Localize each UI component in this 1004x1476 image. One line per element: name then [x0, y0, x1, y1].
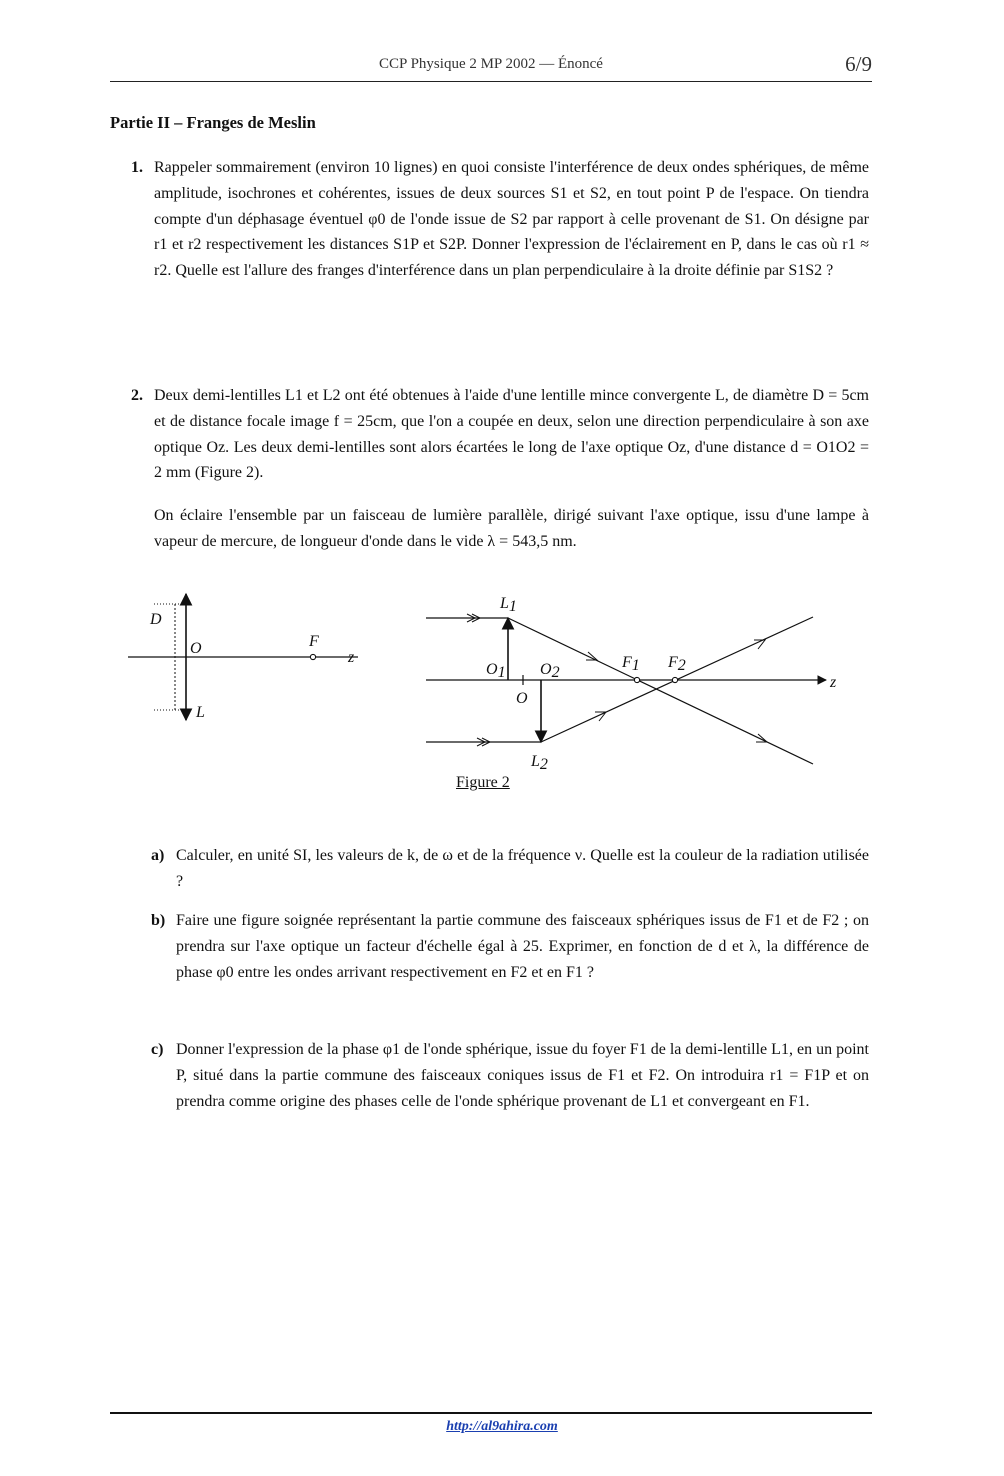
label-F1: F1 — [622, 654, 640, 674]
page-header — [110, 54, 872, 80]
figure-2 — [120, 584, 860, 804]
question-2-paragraph-1: Deux demi-lentilles L1 et L2 ont été obtenues à l'aide d'une lentille mince convergente L, de diamètre D = 5cm et de distance focale image f = 25cm, que l'on a coupée en deux, selon une direction perpendiculaire à son axe optique Oz. Les deux demi-lentilles sont alors écartées le long de l'axe optique Oz, d'une distance d = O1O2 = 2 mm (Figure 2). — [154, 387, 869, 482]
figure-caption: Figure 2 — [456, 774, 510, 791]
question-1-text: Rappeler sommairement (environ 10 lignes) en quoi consiste l'interférence de deux ondes sphériques, de même amplitude, isochrones et cohérentes, issues de deux sources S1 et S2, en tout point P de l'espace. On tiendra compte d'un déphasage éventuel φ0 de l'onde issue de S2 par rapport à celle provenant de S1. On désigne par r1 et r2 respectivement les distances S1P et S2P. Donner l'expression de l'éclairement en P, dans le cas où r1 ≈ r2. Quelle est l'allure des franges d'interférence dans un plan perpendiculaire à la droite définie par S1S2 ? — [154, 159, 869, 280]
question-2 — [131, 383, 869, 555]
label-L1: L1 — [500, 595, 517, 615]
question-1-number: 1. — [131, 159, 143, 176]
question-1 — [131, 155, 869, 284]
optics-diagram — [120, 584, 860, 804]
header-rule — [110, 81, 872, 82]
question-2b-text: Faire une figure soignée représentant la partie commune des faisceaux sphériques issus de F1 et de F2 ; on prendra sur l'axe optique un facteur d'échelle égal à 25. Exprimer, en fonction de d et λ, la différence de phase φ0 entre les ondes arrivant respectivement en F2 et en F1 ? — [176, 912, 869, 981]
header-title: CCP Physique 2 MP 2002 — Énoncé — [379, 56, 603, 72]
question-2-number: 2. — [131, 387, 143, 404]
focus-F1 — [634, 677, 639, 682]
left-label-D: D — [150, 611, 162, 628]
question-2b-label: b) — [151, 912, 166, 929]
question-2c — [151, 1037, 869, 1114]
page-number: 6/9 — [845, 52, 872, 76]
question-2c-text: Donner l'expression de la phase φ1 de l'onde sphérique, issue du foyer F1 de la demi-lentille L1, en un point P, situé dans la partie commune des faisceaux coniques issus de F1 et F2. On introduira r1 = F1P et on prendra comme origine des phases celle de l'onde sphérique provenant de L1 et convergeant en F1. — [176, 1041, 869, 1110]
label-O1: O1 — [486, 661, 506, 681]
label-O: O — [516, 690, 528, 707]
left-label-L: L — [196, 704, 205, 721]
label-L2: L2 — [531, 753, 548, 773]
left-label-F: F — [309, 633, 319, 650]
question-2a-label: a) — [151, 847, 165, 864]
question-2b — [151, 908, 869, 985]
section-title: Partie II – Franges de Meslin — [110, 113, 316, 132]
left-label-z: z — [348, 649, 355, 666]
label-O2: O2 — [540, 661, 560, 681]
left-label-O: O — [190, 640, 202, 657]
footer-link[interactable]: http://al9ahira.com — [446, 1419, 558, 1434]
focus-F2 — [672, 677, 677, 682]
question-2a-text: Calculer, en unité SI, les valeurs de k, de ω et de la fréquence ν. Quelle est la couleur de la radiation utilisée ? — [176, 847, 869, 890]
label-F2: F2 — [668, 654, 686, 674]
question-2c-label: c) — [151, 1041, 164, 1058]
label-z: z — [830, 674, 837, 691]
question-2a — [151, 843, 869, 895]
question-2-paragraph-2: On éclaire l'ensemble par un faisceau de lumière parallèle, dirigé suivant l'axe optique, issu d'une lampe à vapeur de mercure, de longueur d'onde dans le vide λ = 543,5 nm. — [154, 507, 869, 550]
left-focus-point — [310, 654, 315, 659]
footer-rule — [110, 1412, 872, 1414]
